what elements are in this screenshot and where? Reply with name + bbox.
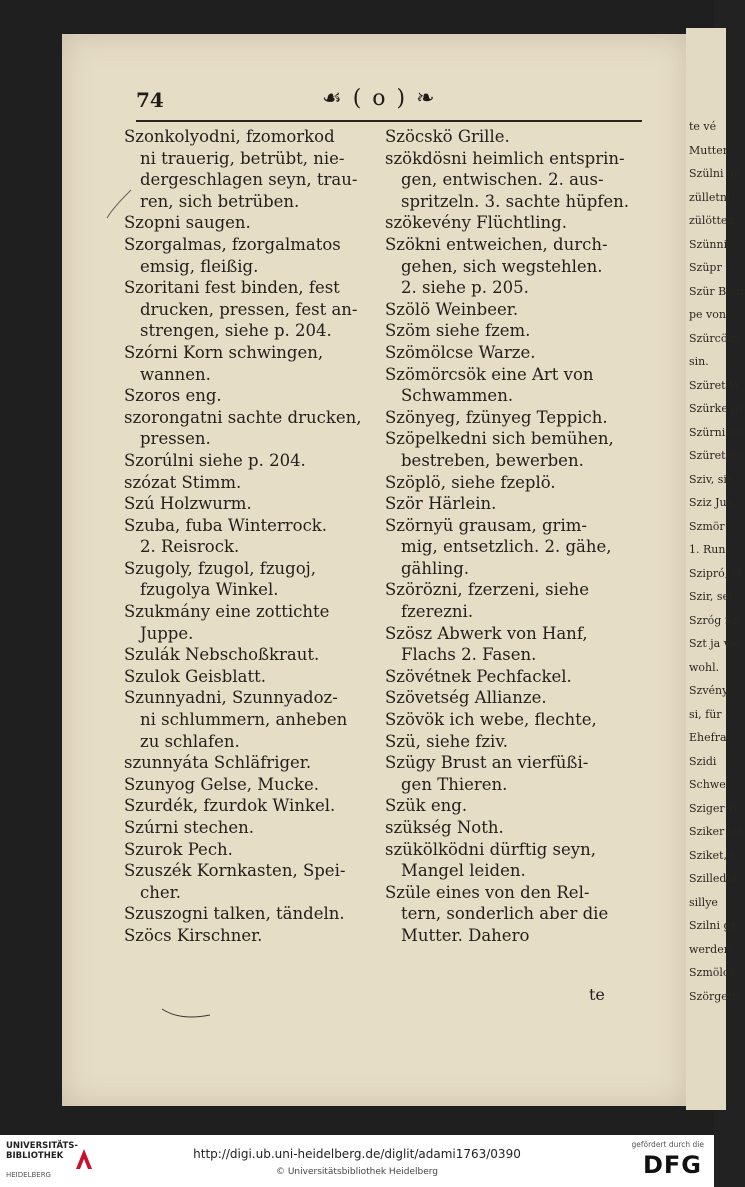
next-page-fragment: Szüret W [689,378,741,392]
entry-headline: Szopni saugen. [124,213,251,233]
next-page-fragment: Szünni [689,237,728,251]
page-number: 74 [136,88,164,112]
entry-headline: Szugoly, fzugol, fzugoj, [124,558,316,578]
dictionary-entry [124,774,382,796]
entry-continuation: ni schlummern, anheben [140,710,348,730]
entry-continuation: zu schlafen. [140,731,240,751]
entry-headline: Szorúlni siehe p. 204. [124,450,306,470]
library-name-line1: UNIVERSITÄTS- [6,1141,78,1151]
copyright-notice: © Universitätsbibliothek Heidelberg [275,1167,438,1177]
entry-headline: szükölködni dürftig seyn, [385,839,596,859]
dictionary-entry [124,558,382,601]
entry-headline: Szukmány eine zottichte [124,602,330,622]
entry-headline: Szövetség Allianze. [385,688,547,708]
entry-continuation: gen, entwischen. 2. aus- [401,170,604,190]
entry-headline: Szonkolyodni, fzomorkod [124,127,335,146]
dictionary-entry [124,515,382,558]
dictionary-entry [124,493,382,515]
dictionary-entry [124,277,382,342]
next-page-fragment: Mutter [689,143,728,157]
entry-headline: Szoritani fest binden, fest [124,278,340,298]
next-page-fragment: Szir, ser [689,590,735,603]
entry-continuation: Mutter. Dahero [401,925,530,945]
next-page-fragment: Szürni du [689,425,743,439]
entry-continuation: gähling. [401,558,470,578]
dictionary-entry [385,623,643,666]
next-page-fragment: Szt ja vie [689,637,740,650]
permalink-url[interactable]: http://digi.ub.uni-heidelberg.de/diglit/adami1763/0390 [193,1147,521,1161]
entry-continuation: gehen, sich wegstehlen. [401,256,603,276]
dictionary-entry [124,472,382,494]
next-page-fragment: Szmör [689,519,725,533]
dictionary-entry [124,666,382,688]
entry-headline: Szunnyadni, Szunnyadoz- [124,688,338,708]
entry-headline: Szórni Korn schwingen, [124,342,324,362]
next-page-fragment: Szürke gr [689,402,744,415]
entry-headline: Szú Holzwurm. [124,494,252,514]
entry-headline: Szulák Nebschoßkraut. [124,645,320,665]
entry-headline: szorongatni sachte drucken, [124,407,362,427]
entry-headline: Szöplö, siehe fzeplö. [385,472,556,492]
dictionary-entry [124,126,382,212]
entry-continuation: dergeschlagen seyn, trau- [140,170,358,190]
dictionary-entry [124,752,382,774]
catchword: te [589,985,605,1004]
next-page-fragment: Szilledni [689,872,738,885]
next-page-fragment: Szilni gr [689,919,736,932]
entry-continuation: fzerezni. [401,602,474,622]
page-header [136,88,642,124]
dictionary-entry [124,687,382,752]
next-page-edge [686,28,745,1110]
dictionary-entry [385,299,643,321]
entry-continuation: Juppe. [140,623,194,643]
right-column [385,126,643,947]
header-rule [136,120,642,122]
entry-headline: Szuba, fuba Winterrock. [124,515,328,535]
next-page-fragment: werden [689,942,731,956]
dictionary-entry [385,666,643,688]
next-page-fragment: Szróg Sz [689,613,739,627]
entry-headline: szózat Stimm. [124,472,242,492]
next-page-fragment: te vé [689,120,717,133]
entry-headline: Ször Härlein. [385,494,497,514]
entry-headline: Szövök ich webe, flechte, [385,710,597,730]
entry-headline: szunnyáta Schläfriger. [124,753,312,773]
dictionary-entry [385,882,643,947]
entry-headline: Szömölcse Warze. [385,342,536,362]
entry-continuation: 2. Reisrock. [140,537,240,557]
entry-continuation: emsig, fleißig. [140,256,259,276]
dictionary-entry [385,148,643,213]
library-city: HEIDELBERG [6,1171,51,1179]
entry-continuation: Schwammen. [401,386,514,406]
next-page-fragment: Szüretöln [689,449,743,462]
dictionary-entry [124,385,382,407]
dictionary-entry [385,731,643,753]
next-page-fragment: si, für [689,707,722,721]
left-column [124,126,382,947]
next-page-fragment: Szürcöln [689,331,739,345]
entry-headline: szökdösni heimlich entsprin- [385,148,625,168]
dictionary-entry [124,450,382,472]
entry-headline: Szoros eng. [124,386,222,406]
entry-continuation: bestreben, bewerben. [401,450,584,470]
entry-continuation: mig, entsetzlich. 2. gähe, [401,537,612,557]
next-page-fragment: Sziker sie [689,825,744,838]
next-page-fragment: Szörgetn [689,989,740,1003]
next-page-fragment: 1. Run [689,543,726,556]
entry-headline: Szurdék, fzurdok Winkel. [124,796,336,816]
dictionary-entry [124,860,382,903]
entry-headline: Szölö Weinbeer. [385,299,519,319]
entry-headline: Szönyeg, fzünyeg Teppich. [385,407,608,427]
dictionary-entry [124,407,382,450]
entry-headline: Szulok Geisblatt. [124,666,266,686]
entry-headline: Szügy Brust an vierfüßi- [385,753,589,773]
entry-headline: Szuszék Kornkasten, Spei- [124,861,346,881]
entry-continuation: fzugolya Winkel. [140,580,279,600]
next-page-fragment: Szür Baur [689,284,745,298]
next-page-fragment: zülötten [689,214,735,227]
entry-headline: Szuszogni talken, tändeln. [124,904,345,924]
entry-headline: Szü, siehe fziv. [385,731,508,751]
next-page-fragment: Sziger W [689,801,740,815]
entry-headline: Szük eng. [385,796,468,816]
next-page-fragment: Szmölcs [689,966,735,979]
footer-bar [0,1135,714,1187]
dictionary-entry [124,234,382,277]
dictionary-entry [124,644,382,666]
entry-headline: Szúrni stechen. [124,818,255,837]
dictionary-entry [124,903,382,925]
entry-headline: Szorgalmas, fzorgalmatos [124,234,341,254]
entry-continuation: wannen. [140,364,211,384]
dictionary-entry [385,515,643,580]
dictionary-entry [124,817,382,839]
entry-continuation: strengen, siehe p. 204. [140,321,332,341]
next-page-fragment: Szülni ge [689,167,741,180]
ink-mark [160,1005,220,1021]
dictionary-entry [124,795,382,817]
dictionary-entry [385,579,643,622]
next-page-fragment: Szüpr [689,261,722,274]
next-page-fragment: Sziv, sie [689,472,734,486]
dictionary-entry [385,752,643,795]
dictionary-entry [385,839,643,882]
next-page-fragment: pe von [689,308,726,321]
dictionary-entry [385,817,643,839]
entry-continuation: Mangel leiden. [401,861,526,881]
library-name-line2: BIBLIOTHEK [6,1151,64,1161]
dictionary-entry [385,687,643,709]
dictionary-entry [385,709,643,731]
entry-headline: szükség Noth. [385,818,504,837]
entry-continuation: cher. [140,882,181,902]
next-page-fragment: sillye [689,895,718,909]
entry-continuation: pressen. [140,429,211,449]
dictionary-entry [385,342,643,364]
entry-headline: Szöm siehe fzem. [385,321,531,341]
next-page-fragment: sin. [689,355,709,368]
next-page-fragment: Sziz Jun [689,496,734,509]
dictionary-entry [385,234,643,299]
dfg-logo[interactable]: DFG [642,1151,702,1179]
next-page-fragment: Szidi [689,754,717,768]
entry-headline: Szüle eines von den Rel- [385,882,590,902]
dictionary-entry [124,925,382,947]
dictionary-entry [385,212,643,234]
entry-headline: Szöpelkedni sich bemühen, [385,429,614,449]
entry-continuation: 2. siehe p. 205. [401,278,529,298]
dictionary-entry [385,320,643,342]
dictionary-entry [385,795,643,817]
entry-headline: szökevény Flüchtling. [385,213,567,233]
entry-continuation: drucken, pressen, fest an- [140,299,358,319]
next-page-fragment: wohl. [689,660,720,674]
entry-continuation: tern, sonderlich aber die [401,904,609,924]
dictionary-entry [385,428,643,471]
dictionary-entry [385,407,643,429]
next-page-fragment: Schwe [689,778,726,791]
next-page-fragment: zülletni [689,190,731,204]
entry-continuation: gen Thieren. [401,774,508,794]
entry-continuation: ren, sich betrüben. [140,191,300,211]
entry-headline: Szövétnek Pechfackel. [385,666,572,686]
next-page-fragment: Ehefra [689,731,727,744]
entry-headline: Szömörcsök eine Art von [385,364,594,384]
entry-continuation: ni trauerig, betrübt, nie- [140,148,345,168]
next-page-fragment: Szvény [689,684,729,697]
entry-headline: Szöcs Kirschner. [124,925,263,945]
next-page-fragment: Szipró, st [689,566,742,580]
entry-headline: Szösz Abwerk von Hanf, [385,623,588,643]
entry-headline: Szunyog Gelse, Mucke. [124,774,320,794]
dictionary-entry [385,364,643,407]
funder-label: gefördert durch die [631,1140,704,1149]
dictionary-entry [124,342,382,385]
dictionary-entry [124,212,382,234]
entry-headline: Szöcskö Grille. [385,127,510,146]
entry-continuation: spritzeln. 3. sachte hüpfen. [401,191,630,211]
dictionary-entry [385,126,643,148]
dictionary-entry [124,601,382,644]
entry-headline: Szörözni, fzerzeni, siehe [385,580,590,600]
entry-headline: Szörnyü grausam, grim- [385,515,587,535]
entry-headline: Szökni entweichen, durch- [385,234,608,254]
dictionary-entry [385,472,643,494]
dictionary-entry [124,839,382,861]
entry-headline: Szurok Pech. [124,839,233,859]
dictionary-entry [385,493,643,515]
entry-continuation: Flachs 2. Fasen. [401,645,537,665]
header-ornament: ☙ ( o ) ❧ [322,86,437,111]
next-page-fragment: Sziket, s [689,848,737,862]
